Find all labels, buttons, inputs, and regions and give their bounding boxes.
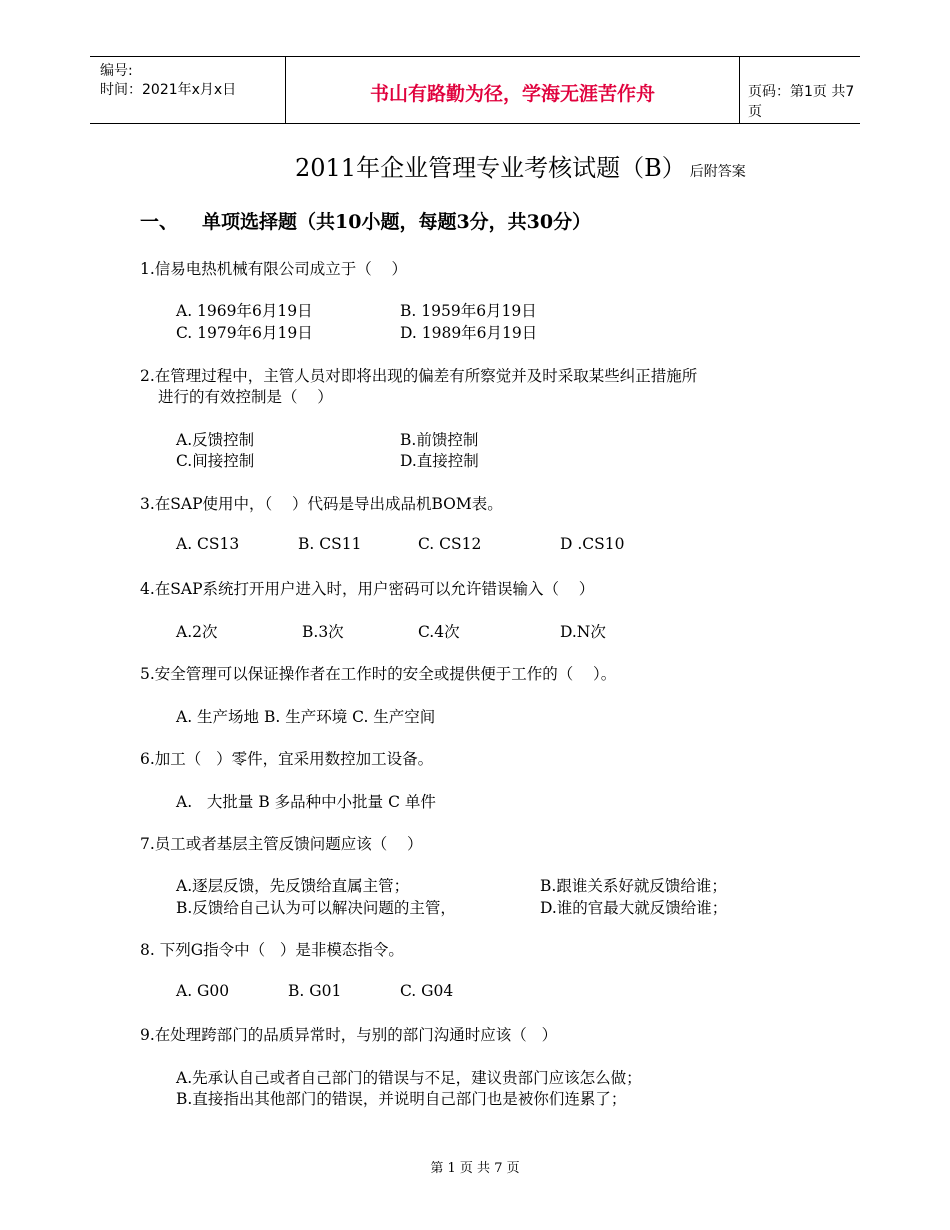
page-footer: 第 1 页 共 7 页 [430, 1161, 520, 1176]
header-motto-cell [285, 57, 740, 123]
question-stem: 2.在管理过程中，主管人员对即将出现的偏差有所察觉并及时采取某些纠正措施所 [140, 367, 698, 385]
option: B. G01 [288, 982, 342, 1000]
question-stem: 1.信易电热机械有限公司成立于（ ） [140, 260, 407, 278]
motto: 书山有路勤为径，学海无涯苦作舟 [369, 83, 655, 105]
option: B.直接指出其他部门的错误，并说明自己部门也是被你们连累了； [176, 1090, 627, 1108]
question-stem: 4.在SAP系统打开用户进入时，用户密码可以允许错误输入（ ） [140, 580, 595, 598]
option: B.跟谁关系好就反馈给谁； [540, 877, 727, 895]
option: A.逐层反馈，先反馈给直属主管； [176, 877, 410, 895]
question-stem: 8. 下列G指令中（ ）是非模态指令。 [140, 941, 404, 959]
section-number: 一、 [140, 211, 179, 233]
question-stem: 6.加工（ ）零件，宜采用数控加工设备。 [140, 750, 434, 768]
section-heading [140, 207, 591, 234]
option: C. CS12 [418, 535, 482, 553]
option: D. 1989年6月19日 [400, 324, 538, 342]
question-stem: 7.员工或者基层主管反馈问题应该（ ） [140, 835, 423, 853]
option: C.4次 [418, 623, 460, 641]
option: C.间接控制 [176, 452, 255, 470]
option: D.直接控制 [400, 452, 479, 470]
option: A.反馈控制 [176, 431, 255, 449]
header-meta-cell [90, 57, 285, 123]
page-info: 页码：第1页 共7页 [748, 84, 855, 120]
option: D.N次 [560, 623, 606, 641]
question-stem-cont: 进行的有效控制是（ ） [158, 388, 333, 406]
title-sub: 后附答案 [689, 164, 746, 180]
option: A.先承认自己或者自己部门的错误与不足，建议贵部门应该怎么做； [176, 1069, 642, 1087]
option: B. 1959年6月19日 [400, 302, 537, 320]
page-header [90, 56, 860, 124]
time-label: 时间：2021年x月x日 [100, 82, 237, 98]
title-main: 2011年企业管理专业考核试题（B） [295, 154, 686, 182]
question-stem: 3.在SAP使用中，（ ）代码是导出成品机BOM表。 [140, 495, 503, 513]
option: A.2次 [176, 623, 218, 641]
option: B.3次 [302, 623, 344, 641]
option: B.反馈给自己认为可以解决问题的主管， [176, 899, 456, 917]
option: C. G04 [400, 982, 454, 1000]
page-title [295, 148, 746, 183]
option: A. 大批量 B 多品种中小批量 C 单件 [176, 793, 436, 811]
option: B. CS11 [298, 535, 362, 553]
option: B.前馈控制 [400, 431, 479, 449]
serial-label: 编号: [100, 63, 133, 79]
question-stem: 9.在处理跨部门的品质异常时，与别的部门沟通时应该（ ） [140, 1026, 558, 1044]
option: C. 1979年6月19日 [176, 324, 313, 342]
option: A. G00 [176, 982, 230, 1000]
header-page-cell [738, 57, 860, 123]
option: A. 1969年6月19日 [176, 302, 313, 320]
option: D.谁的官最大就反馈给谁； [540, 899, 728, 917]
option: A. 生产场地 B. 生产环境 C. 生产空间 [176, 708, 436, 726]
option: A. CS13 [176, 535, 240, 553]
option: D .CS10 [560, 535, 625, 553]
section-title: 单项选择题（共10小题，每题3分，共30分） [202, 211, 592, 233]
question-stem: 5.安全管理可以保证操作者在工作时的安全或提供便于工作的（ ）。 [140, 665, 617, 683]
